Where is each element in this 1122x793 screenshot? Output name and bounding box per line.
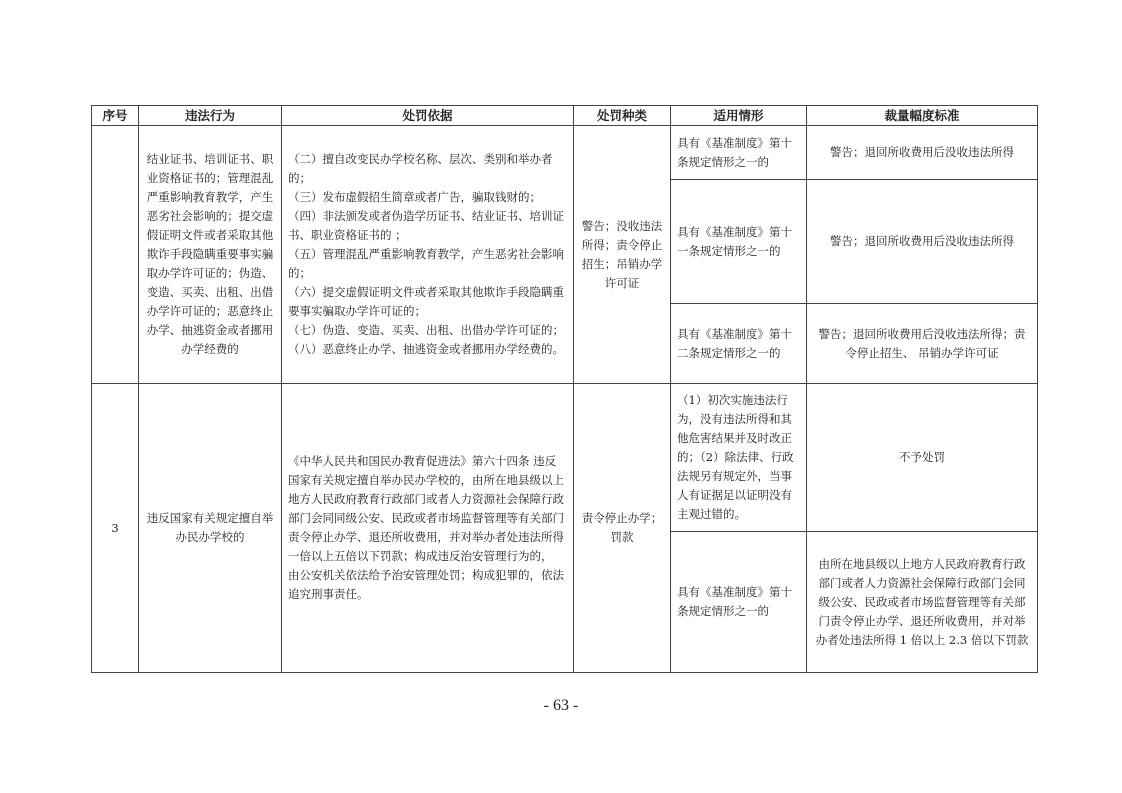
page-number: - 63 - [543,697,579,714]
standard-cell: 由所在地县级以上地方人民政府教育行政部门或者人力资源社会保障行政部门会同级公安、民政或者市场监督管理等有关部门责令停止办学、退还所收费用，并对举办者处违法所得 1 倍以上 2.3 倍以下罚款 [807,532,1038,673]
situation-cell: 具有《基准制度》第十条规定情形之一的 [671,532,807,673]
penalty-type-cell: 责令停止办学；罚款 [574,384,671,673]
basis-cell [282,126,574,384]
table-row [92,384,1038,532]
header-penalty-type: 处罚种类 [574,106,671,126]
standard-cell: 警告；退回所收费用后没收违法所得 [807,126,1038,180]
basis-item: （三）发布虚假招生简章或者广告，骗取钱财的； [288,190,541,204]
basis-item: （六）提交虚假证明文件或者采取其他欺诈手段隐瞒重要事实骗取办学许可证的； [288,285,564,318]
row-number-cell: 3 [92,384,139,673]
basis-item: （七）伪造、变造、买卖、出租、出借办学许可证的； [288,323,564,337]
penalty-type-cell: 警告；没收违法所得；责令停止招生；吊销办学许可证 [574,126,671,384]
situation-cell: （1）初次实施违法行为，没有违法所得和其他危害结果并及时改正的；（2）除法律、行政法规另有规定外，当事人有证据足以证明没有主观过错的。 [671,384,807,532]
situation-cell: 具有《基准制度》第十二条规定情形之一的 [671,304,807,384]
table-row [92,126,1038,180]
header-no: 序号 [92,106,139,126]
situation-cell: 具有《基准制度》第十条规定情形之一的 [671,126,807,180]
situation-cell: 具有《基准制度》第十一条规定情形之一的 [671,180,807,304]
header-standard: 裁量幅度标准 [807,106,1038,126]
violation-cell: 违反国家有关规定擅自举办民办学校的 [139,384,282,673]
basis-item: （四）非法颁发或者伪造学历证书、结业证书、培训证书、职业资格证书的 ； [288,209,564,242]
basis-item: （五）管理混乱严重影响教育教学，产生恶劣社会影响的； [288,247,564,280]
basis-item: （二）擅自改变民办学校名称、层次、类别和举办者的； [288,152,553,185]
header-basis: 处罚依据 [282,106,574,126]
row-number-cell [92,126,139,384]
regulation-table [91,105,1038,673]
header-violation: 违法行为 [139,106,282,126]
basis-item: （八）恶意终止办学、抽逃资金或者挪用办学经费的。 [288,342,564,356]
standard-cell: 警告；退回所收费用后没收违法所得 [807,180,1038,304]
table-header-row [92,106,1038,126]
header-situation: 适用情形 [671,106,807,126]
basis-cell: 《中华人民共和国民办教育促进法》第六十四条 违反国家有关规定擅自举办民办学校的，由所在地县级以上地方人民政府教育行政部门或者人力资源社会保障行政部门会同同级公安、民政或者市场监督管理等有关部门责令停止办学、退还所收费用，并对举办者处违法所得一倍以上五倍以下罚款；构成违反治安管理行为的， 由公安机关依法给予治安管理处罚；构成犯罪的，依法追究刑事责任。 [282,384,574,673]
standard-cell: 警告；退回所收费用后没收违法所得；责令停止招生、 吊销办学许可证 [807,304,1038,384]
violation-cell: 结业证书、培训证书、职业资格证书的；管理混乱严重影响教育教学，产生恶劣社会影响的；提交虚假证明文件或者采取其他欺诈手段隐瞒重要事实骗取办学许可证的；伪造、变造、买卖、出租、出借办学许可证的；恶意终止办学、抽逃资金或者挪用办学经费的 [139,126,282,384]
standard-cell: 不予处罚 [807,384,1038,532]
